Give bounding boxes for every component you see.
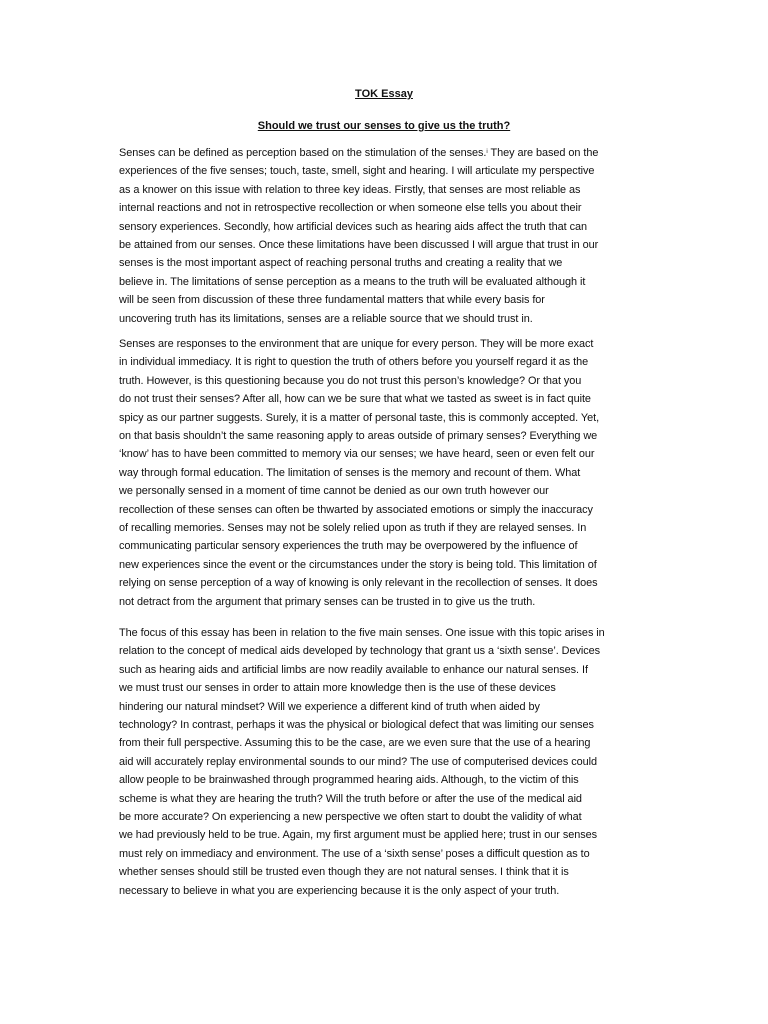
- paragraph-line: aid will accurately replay environmental sounds to our mind? The use of computerised devices could: [119, 755, 597, 768]
- paragraph-line: be attained from our senses. Once these limitations have been discussed I will argue that trust in our: [119, 239, 599, 252]
- paragraph-line: truth. However, is this questioning because you do not trust this person’s knowledge? Or that you: [119, 374, 582, 387]
- paragraph-line: as a knower on this issue with relation to three key ideas. Firstly, that senses are most reliable as: [119, 183, 581, 196]
- paragraph-line: from their full perspective. Assuming this to be the case, are we even sure that the use of a hearing: [119, 737, 591, 750]
- paragraph-line: necessary to believe in what you are experiencing because it is the only aspect of your truth.: [119, 884, 560, 897]
- paragraph-line: spicy as our partner suggests. Surely, it is a matter of personal taste, this is commonly accepted. Yet,: [119, 411, 600, 424]
- line-text-tail: They are based on the: [487, 147, 599, 159]
- paragraph-medical-aids: [119, 624, 649, 900]
- paragraph-line: way through formal education. The limitation of senses is the memory and recount of them. What: [119, 466, 581, 479]
- paragraph-line: must rely on immediacy and environment. The use of a ‘sixth sense’ poses a difficult question as to: [119, 847, 590, 860]
- paragraph-line: whether senses should still be trusted even though they are not natural senses. I think that it is: [119, 866, 569, 879]
- paragraph-line: of recalling memories. Senses may not be solely relied upon as truth if they are relayed senses. In: [119, 522, 587, 535]
- paragraph-line: will be seen from discussion of these three fundamental matters that while every basis for: [119, 294, 545, 307]
- paragraph-line: on that basis shouldn’t the same reasoning apply to areas outside of primary senses? Everything we: [119, 430, 598, 443]
- paragraph-line: we personally sensed in a moment of time cannot be denied as our own truth however our: [119, 485, 549, 498]
- line-text: Senses can be defined as perception based on the stimulation of the senses.: [119, 147, 487, 159]
- paragraph-line: uncovering truth has its limitations, senses are a reliable source that we should trust in.: [119, 312, 533, 325]
- paragraph-line: Senses are responses to the environment that are unique for every person. They will be more exact: [119, 338, 594, 350]
- paragraph-line: recollection of these senses can often be thwarted by associated emotions or simply the inaccuracy: [119, 503, 593, 516]
- paragraph-senses-responses: [119, 335, 649, 611]
- paragraph-line: do not trust their senses? After all, how can we be sure that what we tasted as sweet is in fact quite: [119, 393, 591, 406]
- paragraph-line: we had previously held to be true. Again, my first argument must be applied here; trust in our senses: [119, 829, 598, 842]
- paragraph-line: senses is the most important aspect of reaching personal truths and creating a reality that we: [119, 257, 563, 270]
- paragraph-line: sensory experiences. Secondly, how artificial devices such as hearing aids affect the truth that can: [119, 220, 587, 233]
- paragraph-line: believe in. The limitations of sense perception as a means to the truth will be evaluated although it: [119, 275, 586, 288]
- paragraph-line: relying on sense perception of a way of knowing is only relevant in the recollection of senses. It does: [119, 577, 598, 590]
- paragraph-line: scheme is what they are hearing the truth? Will the truth before or after the use of the medical aid: [119, 792, 582, 805]
- paragraph-line: relation to the concept of medical aids developed by technology that grant us a ‘sixth sense’. Devices: [119, 645, 601, 658]
- paragraph-line: not detract from the argument that primary senses can be trusted in to give us the truth.: [119, 595, 536, 608]
- paragraph-line: new experiences since the event or the circumstances under the story is being told. This limitation of: [119, 558, 597, 571]
- paragraph-line: be more accurate? On experiencing a new perspective we often start to doubt the validity of what: [119, 811, 582, 824]
- paragraph-line: ‘know’ has to have been committed to memory via our senses; we have heard, seen or even felt our: [119, 448, 595, 461]
- paragraph-introduction: [119, 144, 649, 328]
- document-title: TOK Essay: [355, 88, 413, 100]
- paragraph-line: internal reactions and not in retrospective recollection or when someone else tells you about their: [119, 202, 582, 215]
- paragraph-line: technology? In contrast, perhaps it was the physical or biological defect that was limiting our senses: [119, 719, 594, 732]
- paragraph-line: communicating particular sensory experiences the truth may be overpowered by the influence of: [119, 540, 578, 553]
- paragraph-line: such as hearing aids and artificial limbs are now readily available to enhance our natural senses. If: [119, 663, 588, 676]
- paragraph-line: allow people to be brainwashed through programmed hearing aids. Although, to the victim of this: [119, 774, 579, 787]
- document-subtitle: Should we trust our senses to give us the truth?: [257, 120, 511, 132]
- footnote-marker[interactable]: i: [486, 149, 488, 155]
- paragraph-line: in individual immediacy. It is right to question the truth of others before you yourself regard it as the: [119, 356, 589, 369]
- paragraph-line: we must trust our senses in order to attain more knowledge then is the use of these devices: [119, 682, 556, 695]
- paragraph-line: The focus of this essay has been in relation to the five main senses. One issue with this topic arises in: [119, 627, 605, 639]
- paragraph-line: [119, 144, 649, 162]
- paragraph-line: hindering our natural mindset? Will we experience a different kind of truth when aided by: [119, 700, 540, 713]
- paragraph-line: experiences of the five senses; touch, taste, smell, sight and hearing. I will articulate my perspective: [119, 165, 595, 178]
